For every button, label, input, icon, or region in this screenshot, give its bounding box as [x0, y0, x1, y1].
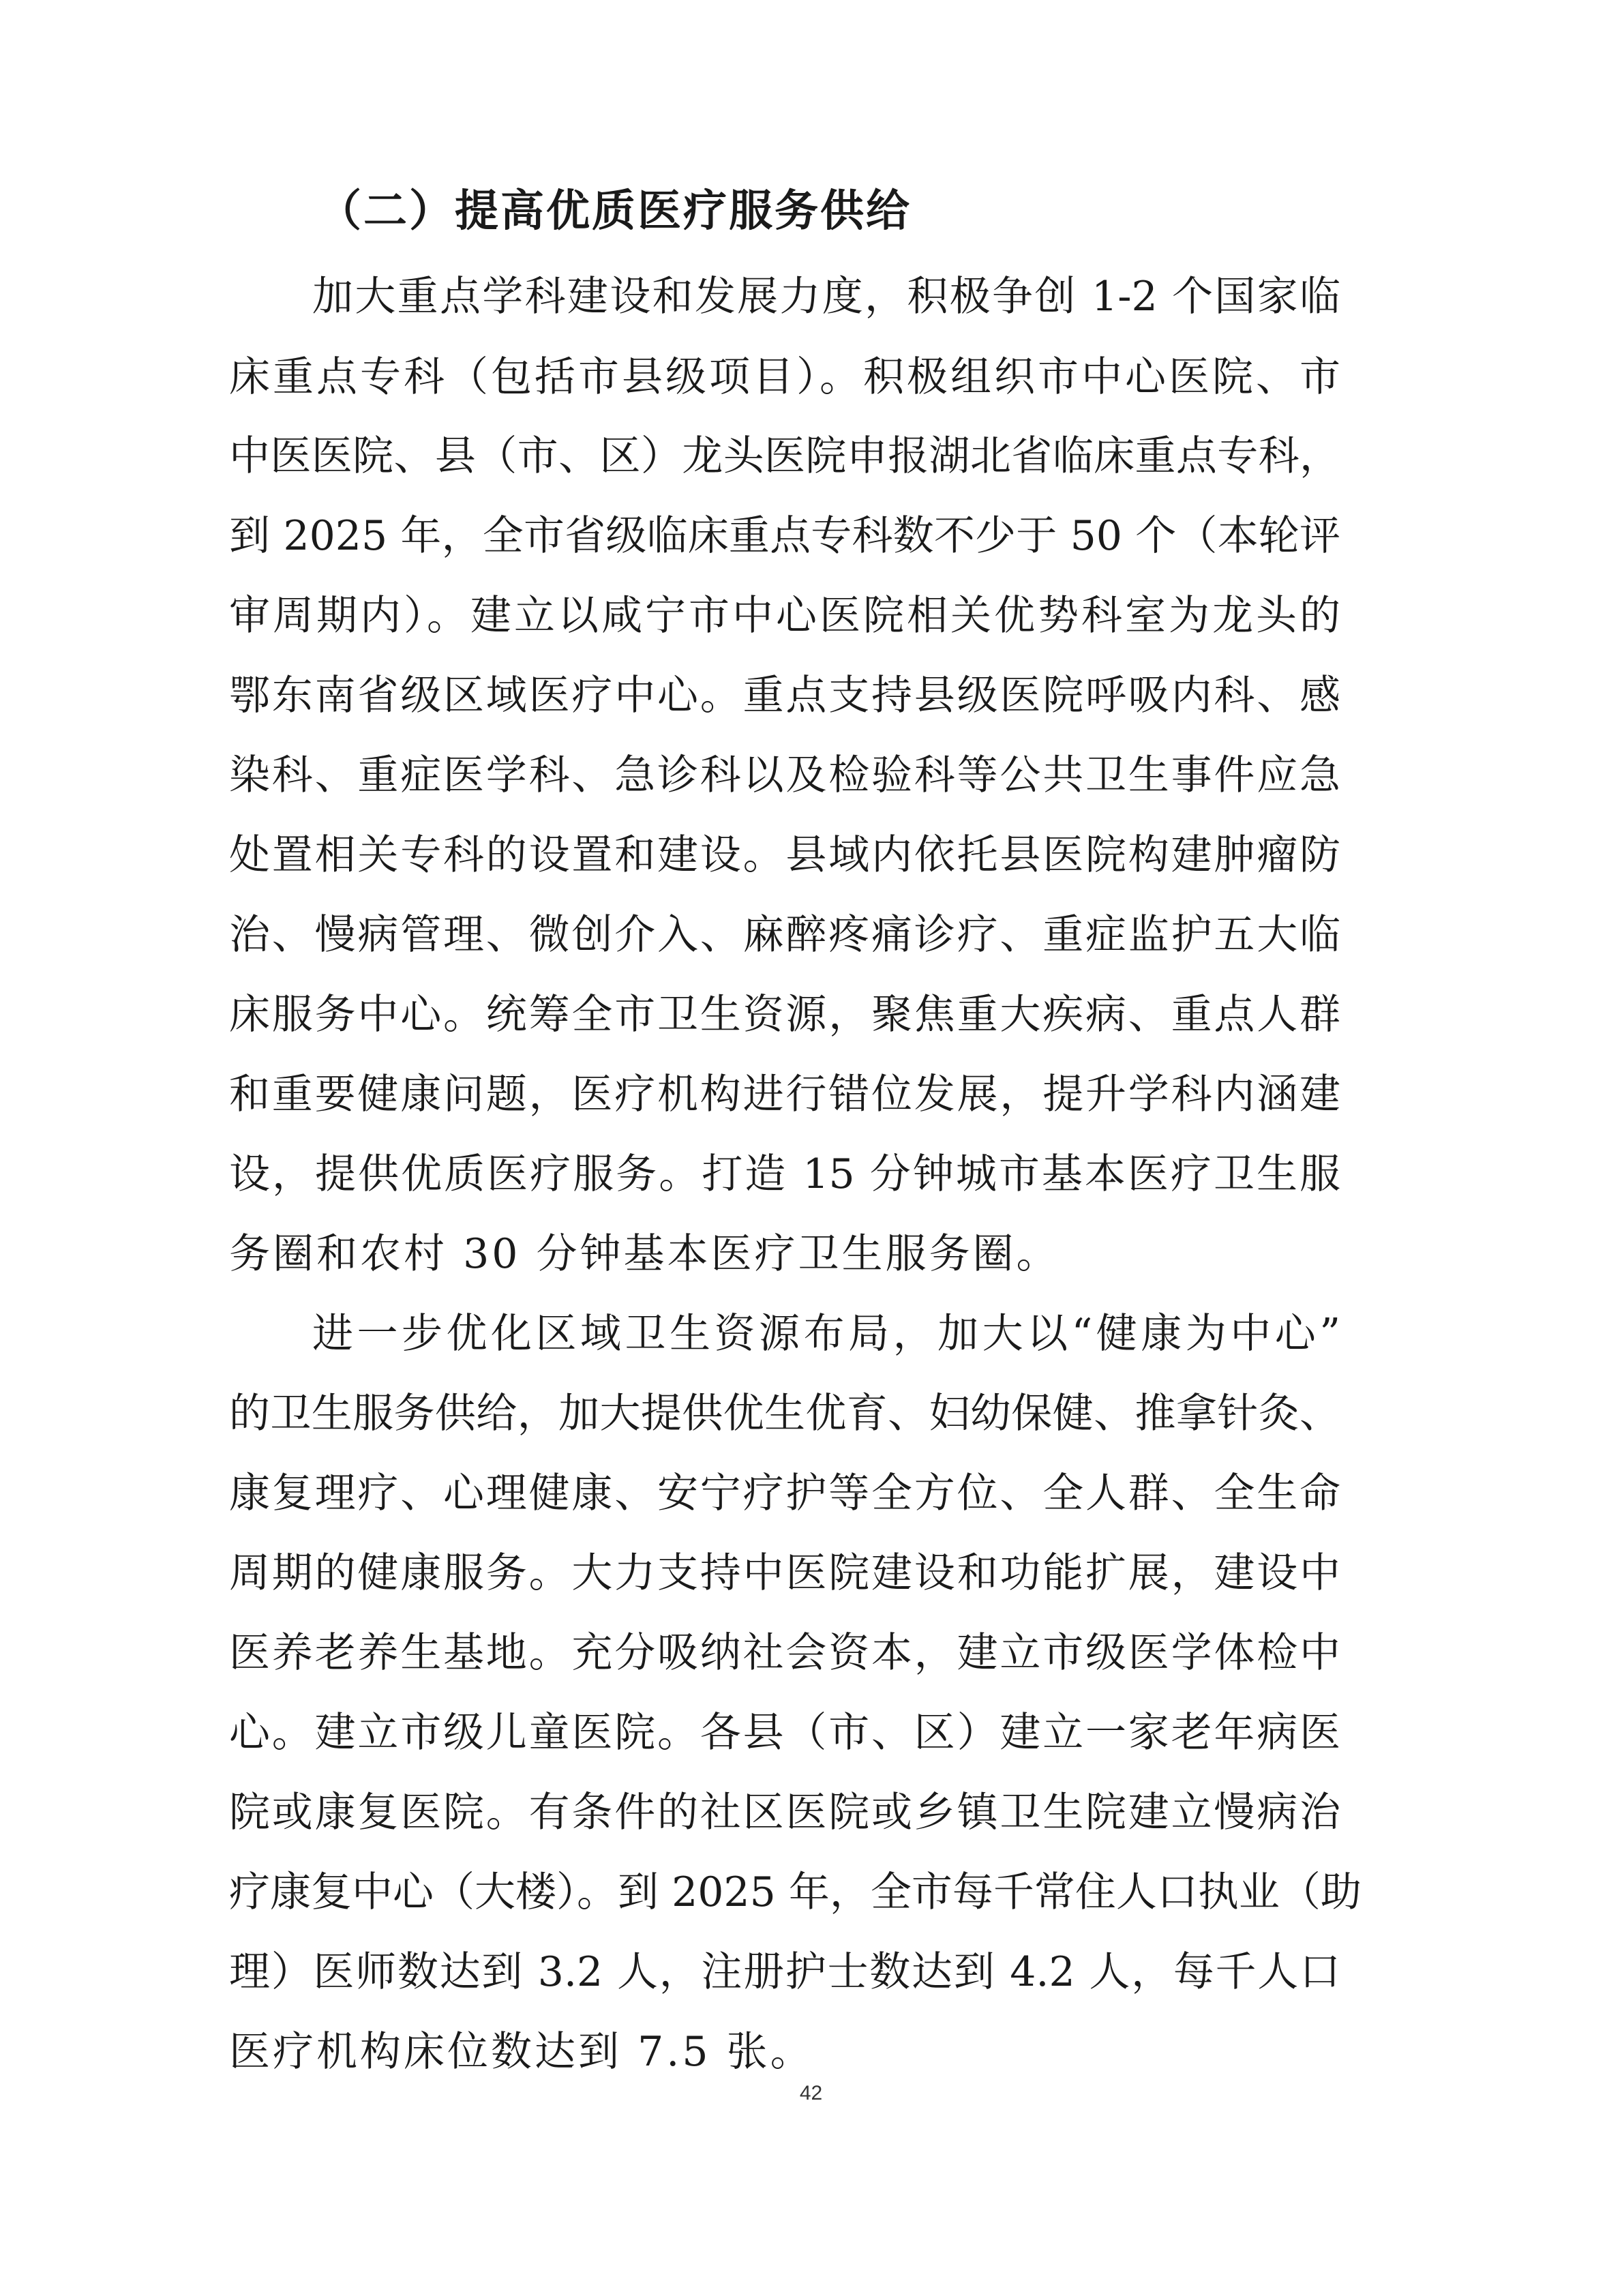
page-number: 42: [799, 2082, 823, 2104]
paragraph-2-line: 心。建立市级儿童医院。各县（市、区）建立一家老年病医: [229, 1709, 1340, 1757]
paragraph-1-line: 设，提供优质医疗服务。打造 15 分钟城市基本医疗卫生服: [229, 1150, 1340, 1198]
paragraph-2-line: 康复理疗、心理健康、安宁疗护等全方位、全人群、全生命: [229, 1470, 1340, 1517]
section-heading: （二）提高优质医疗服务供给: [318, 186, 912, 237]
paragraph-1-line: 鄂东南省级区域医疗中心。重点支持县级医院呼吸内科、感: [229, 672, 1340, 719]
paragraph-2-line: 医养老养生基地。充分吸纳社会资本，建立市级医学体检中: [229, 1629, 1340, 1677]
paragraph-1-line: 加大重点学科建设和发展力度，积极争创 1-2 个国家临: [312, 273, 1340, 320]
paragraph-1-line: 审周期内）。建立以咸宁市中心医院相关优势科室为龙头的: [229, 592, 1340, 640]
paragraph-2-line: 周期的健康服务。大力支持中医院建设和功能扩展，建设中: [229, 1549, 1340, 1597]
paragraph-2-line: 疗康复中心（大楼）。到 2025 年，全市每千常住人口执业（助: [229, 1868, 1362, 1916]
paragraph-2-line: 院或康复医院。有条件的社区医院或乡镇卫生院建立慢病治: [229, 1789, 1340, 1836]
paragraph-1-line: 床重点专科（包括市县级项目）。积极组织市中心医院、市: [229, 353, 1340, 401]
paragraph-1-line: 床服务中心。统筹全市卫生资源，聚焦重大疾病、重点人群: [229, 991, 1340, 1039]
paragraph-2-line: 进一步优化区域卫生资源布局，加大以“健康为中心”: [312, 1310, 1340, 1358]
paragraph-1-line: 务圈和农村 30 分钟基本医疗卫生服务圈。: [229, 1230, 1060, 1278]
paragraph-1-line: 染科、重症医学科、急诊科以及检验科等公共卫生事件应急: [229, 751, 1340, 799]
paragraph-1-line: 中医医院、县（市、区）龙头医院申报湖北省临床重点专科，: [229, 432, 1340, 480]
paragraph-2-line: 的卫生服务供给，加大提供优生优育、妇幼保健、推拿针灸、: [229, 1390, 1340, 1437]
paragraph-2-line: 理）医师数达到 3.2 人，注册护士数达到 4.2 人，每千人口: [229, 1948, 1340, 1996]
paragraph-1-line: 和重要健康问题，医疗机构进行错位发展，提升学科内涵建: [229, 1071, 1340, 1118]
paragraph-1-line: 到 2025 年，全市省级临床重点专科数不少于 50 个（本轮评: [229, 512, 1340, 560]
paragraph-1-line: 治、慢病管理、微创介入、麻醉疼痛诊疗、重症监护五大临: [229, 911, 1340, 959]
paragraph-1-line: 处置相关专科的设置和建设。县域内依托县医院构建肿瘤防: [229, 831, 1340, 879]
paragraph-2-line: 医疗机构床位数达到 7.5 张。: [229, 2028, 814, 2076]
